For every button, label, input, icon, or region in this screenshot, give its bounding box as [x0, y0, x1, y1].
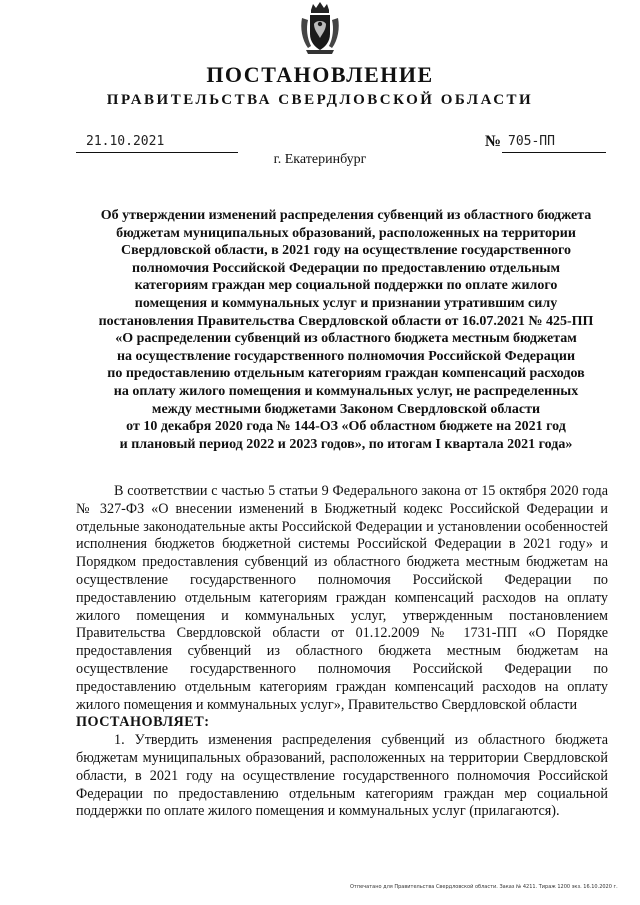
heading-line: между местными бюджетами Законом Свердловской области [151, 401, 541, 417]
document-body [76, 483, 608, 821]
resolution-heading [72, 207, 620, 453]
heading-line: постановления Правительства Свердловской области от 16.07.2021 № 425-ПП [98, 313, 594, 329]
decree-word: ПОСТАНОВЛЯЕТ: [76, 714, 210, 731]
coat-of-arms-icon [298, 0, 342, 56]
heading-line: на оплату жилого помещения и коммунальных услуг, не распределенных [113, 383, 579, 399]
document-date: 21.10.2021 [86, 134, 165, 149]
heading-line: Об утверждении изменений распределения субвенций из областного бюджета [100, 208, 592, 223]
date-field [76, 134, 238, 153]
heading-line: бюджетам муниципальных образований, расположенных на территории [116, 225, 576, 241]
heading-line: по предоставлению отдельным категориям граждан компенсаций расходов [107, 366, 585, 382]
city: г. Екатеринбург [273, 152, 367, 167]
document-title: ПОСТАНОВЛЕНИЕ [206, 62, 434, 87]
preamble-paragraph: В соответствии с частью 5 статьи 9 Федерального закона от 15 октября 2020 года № 327-ФЗ «О внесении изменений в Бюджетный кодекс Российской Федерации и отдельные законодательные акты Российской Федерации и установлении особенностей исполнения бюджетов бюджетной системы Российской Федерации в 2021 году» и Порядком предоставления субвенций из областного бюджета местным бюджетам на осуществление государственного полномочия Российской Федерации по предоставлению отдельным категориям граждан компенсаций расходов на оплату жилого помещения и коммунальных услуг, утвержденным постановлением Правительства Свердловской области от 01.12.2009 № 1731-ПП «О Порядке предоставления субвенций из областного бюджета местным бюджетам на осуществление государственного полномочия Российской Федерации по предоставлению отдельным категориям граждан компенсаций расходов на оплату жилого помещения и коммунальных услуг», Правительство Свердловской области [76, 483, 608, 713]
heading-line: на осуществление государственного полномочия Российской Федерации [116, 348, 576, 364]
heading-line: и плановый период 2022 и 2023 годов», по итогам I квартала 2021 года» [119, 436, 573, 452]
heading-line: помещения и коммунальных услуг и признании утратившим силу [134, 295, 558, 311]
heading-line: от 10 декабря 2020 года № 144-ОЗ «Об областном бюджете на 2021 год [126, 419, 566, 435]
heading-line: категориям граждан мер социальной поддержки по оплате жилого [134, 278, 558, 294]
heading-line: Свердловской области, в 2021 году на осуществление государственного [120, 243, 572, 259]
document-number: 705-ПП [508, 134, 555, 149]
issuing-authority: ПРАВИТЕЛЬСТВА СВЕРДЛОВСКОЙ ОБЛАСТИ [106, 92, 534, 108]
heading-line: «О распределении субвенций из областного бюджета местным бюджетам [115, 331, 577, 347]
number-field [502, 134, 606, 153]
print-footnote: Отпечатано для Правительства Свердловской области. Заказ № 4211. Тираж 1200 экз. 16.10.2020 г. [350, 884, 618, 890]
number-sign: № [485, 133, 502, 150]
heading-line: полномочия Российской Федерации по предоставлению отдельным [132, 260, 560, 276]
item-1-paragraph: 1. Утвердить изменения распределения субвенций из областного бюджета бюджетам муниципальных образований, расположенных на территории Свердловской области, в 2021 году на осуществление государственного полномочия Российской Федерации по предоставлению отдельным категориям граждан мер социальной поддержки по оплате жилого помещения и коммунальных услуг (прилагаются). [76, 732, 608, 820]
